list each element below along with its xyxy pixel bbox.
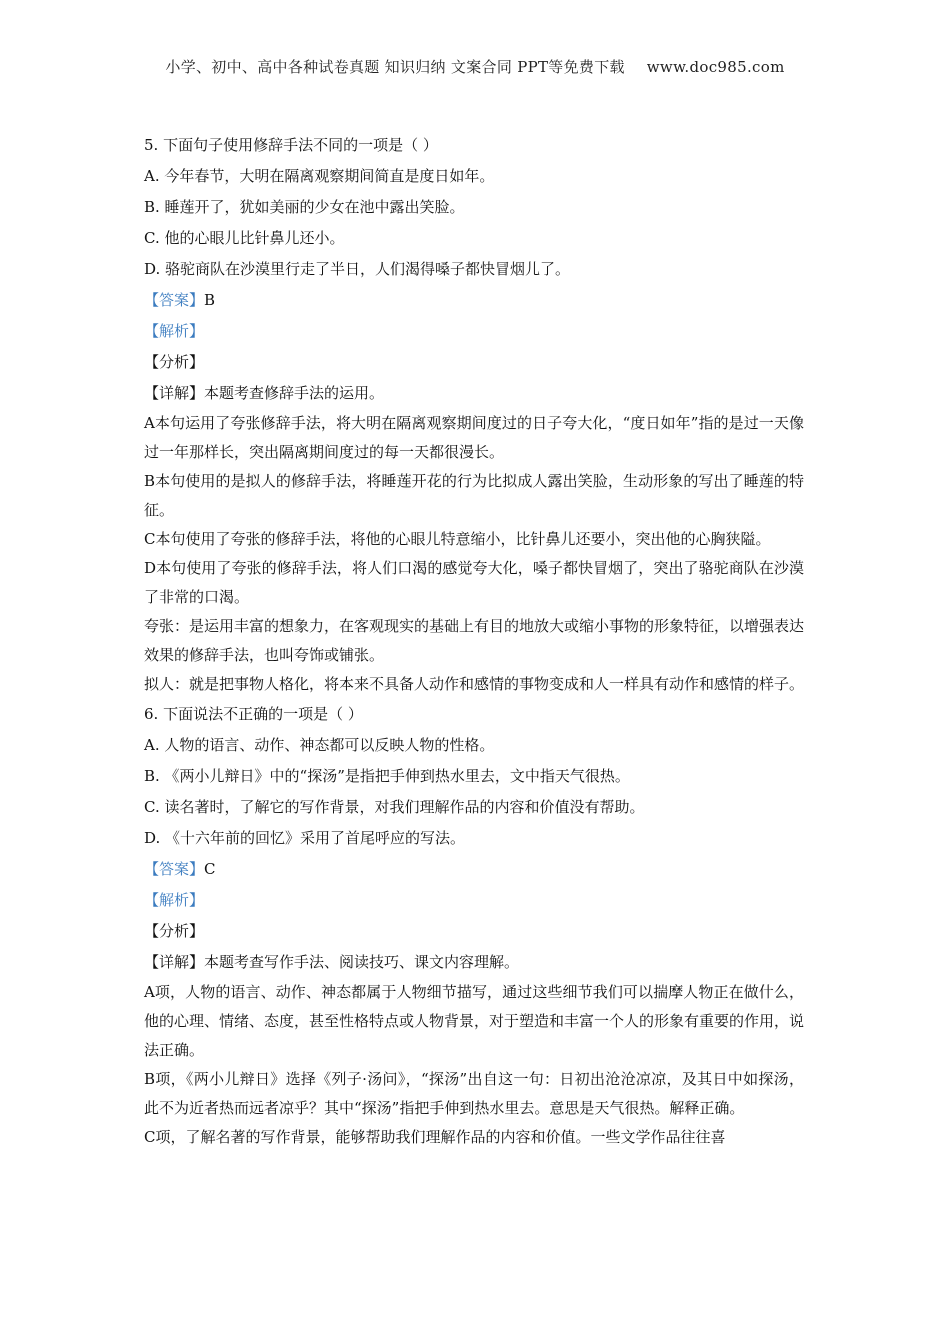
q6-explain-b: B项，《两小儿辩日》选择《列子·汤问》，“探汤”出自这一句：日初出沧沧凉凉，及其日中如探汤，此不为近者热而远者凉乎？其中“探汤”指把手伸到热水里去。意思是天气很热。解释正确。 xyxy=(144,1070,804,1117)
q5-option-c: C. 他的心眼儿比针鼻儿还小。 xyxy=(144,229,345,247)
q5-def-personification: 拟人：就是把事物人格化，将本来不具备人动作和感情的事物变成和人一样具有动作和感情的样子。 xyxy=(144,675,805,693)
q6-fenxi-tag: 【分析】 xyxy=(144,922,205,940)
q5-explain-a: A本句运用了夸张修辞手法，将大明在隔离观察期间度过的日子夸大化，“度日如年”指的是过一天像过一年那样长，突出隔离期间度过的每一天都很漫长。 xyxy=(144,414,804,461)
q5-fenxi-tag: 【分析】 xyxy=(144,353,205,371)
q5-detail xyxy=(144,378,804,409)
q6-detail xyxy=(144,947,804,978)
answer-value: C xyxy=(204,860,216,878)
detail-text: 本题考查写作手法、阅读技巧、课文内容理解。 xyxy=(204,953,520,971)
q5-jiexi-tag: 【解析】 xyxy=(144,322,205,340)
page-header xyxy=(0,56,950,77)
q6-option-a: A. 人物的语言、动作、神态都可以反映人物的性格。 xyxy=(144,736,495,754)
q5-explain-b: B本句使用的是拟人的修辞手法，将睡莲开花的行为比拟成人露出笑脸，生动形象的写出了睡莲的特征。 xyxy=(144,472,804,519)
header-url[interactable]: www.doc985.com xyxy=(646,58,785,76)
q6-explain-c: C项，了解名著的写作背景，能够帮助我们理解作品的内容和价值。一些文学作品往往喜 xyxy=(144,1128,726,1146)
q5-answer xyxy=(144,285,804,316)
q6-option-c: C. 读名著时，了解它的写作背景，对我们理解作品的内容和价值没有帮助。 xyxy=(144,798,645,816)
header-text: 小学、初中、高中各种试卷真题 知识归纳 文案合同 PPT等免费下载 xyxy=(165,58,625,76)
q5-option-a: A. 今年春节，大明在隔离观察期间简直是度日如年。 xyxy=(144,167,495,185)
q5-def-hyperbole: 夸张：是运用丰富的想象力，在客观现实的基础上有目的地放大或缩小事物的形象特征，以增强表达效果的修辞手法，也叫夸饰或铺张。 xyxy=(144,617,805,664)
detail-tag: 【详解】 xyxy=(144,953,205,971)
q5-explain-d: D本句使用了夸张的修辞手法，将人们口渴的感觉夸大化，嗓子都快冒烟了，突出了骆驼商队在沙漠了非常的口渴。 xyxy=(144,559,804,606)
q6-question: 6. 下面说法不正确的一项是（ ） xyxy=(144,705,363,723)
q5-option-b: B. 睡莲开了，犹如美丽的少女在池中露出笑脸。 xyxy=(144,198,465,216)
q6-explain-a: A项，人物的语言、动作、神态都属于人物细节描写，通过这些细节我们可以揣摩人物正在做什么，他的心理、情绪、态度，甚至性格特点或人物背景，对于塑造和丰富一个人的形象有重要的作用，说法正确。 xyxy=(144,983,805,1059)
q6-answer xyxy=(144,854,804,885)
detail-tag: 【详解】 xyxy=(144,384,205,402)
q6-option-b: B. 《两小儿辩日》中的“探汤”是指把手伸到热水里去，文中指天气很热。 xyxy=(144,767,630,785)
answer-tag: 【答案】 xyxy=(144,860,205,878)
q5-option-d: D. 骆驼商队在沙漠里行走了半日，人们渴得嗓子都快冒烟儿了。 xyxy=(144,260,571,278)
q5-question: 5. 下面句子使用修辞手法不同的一项是（ ） xyxy=(144,136,438,154)
q6-jiexi-tag: 【解析】 xyxy=(144,891,205,909)
document-body xyxy=(144,130,804,1152)
answer-tag: 【答案】 xyxy=(144,291,205,309)
q5-explain-c: C本句使用了夸张的修辞手法，将他的心眼儿特意缩小，比针鼻儿还要小，突出他的心胸狭隘。 xyxy=(144,530,771,548)
q6-option-d: D. 《十六年前的回忆》采用了首尾呼应的写法。 xyxy=(144,829,466,847)
detail-text: 本题考查修辞手法的运用。 xyxy=(204,384,385,402)
answer-value: B xyxy=(204,291,216,309)
